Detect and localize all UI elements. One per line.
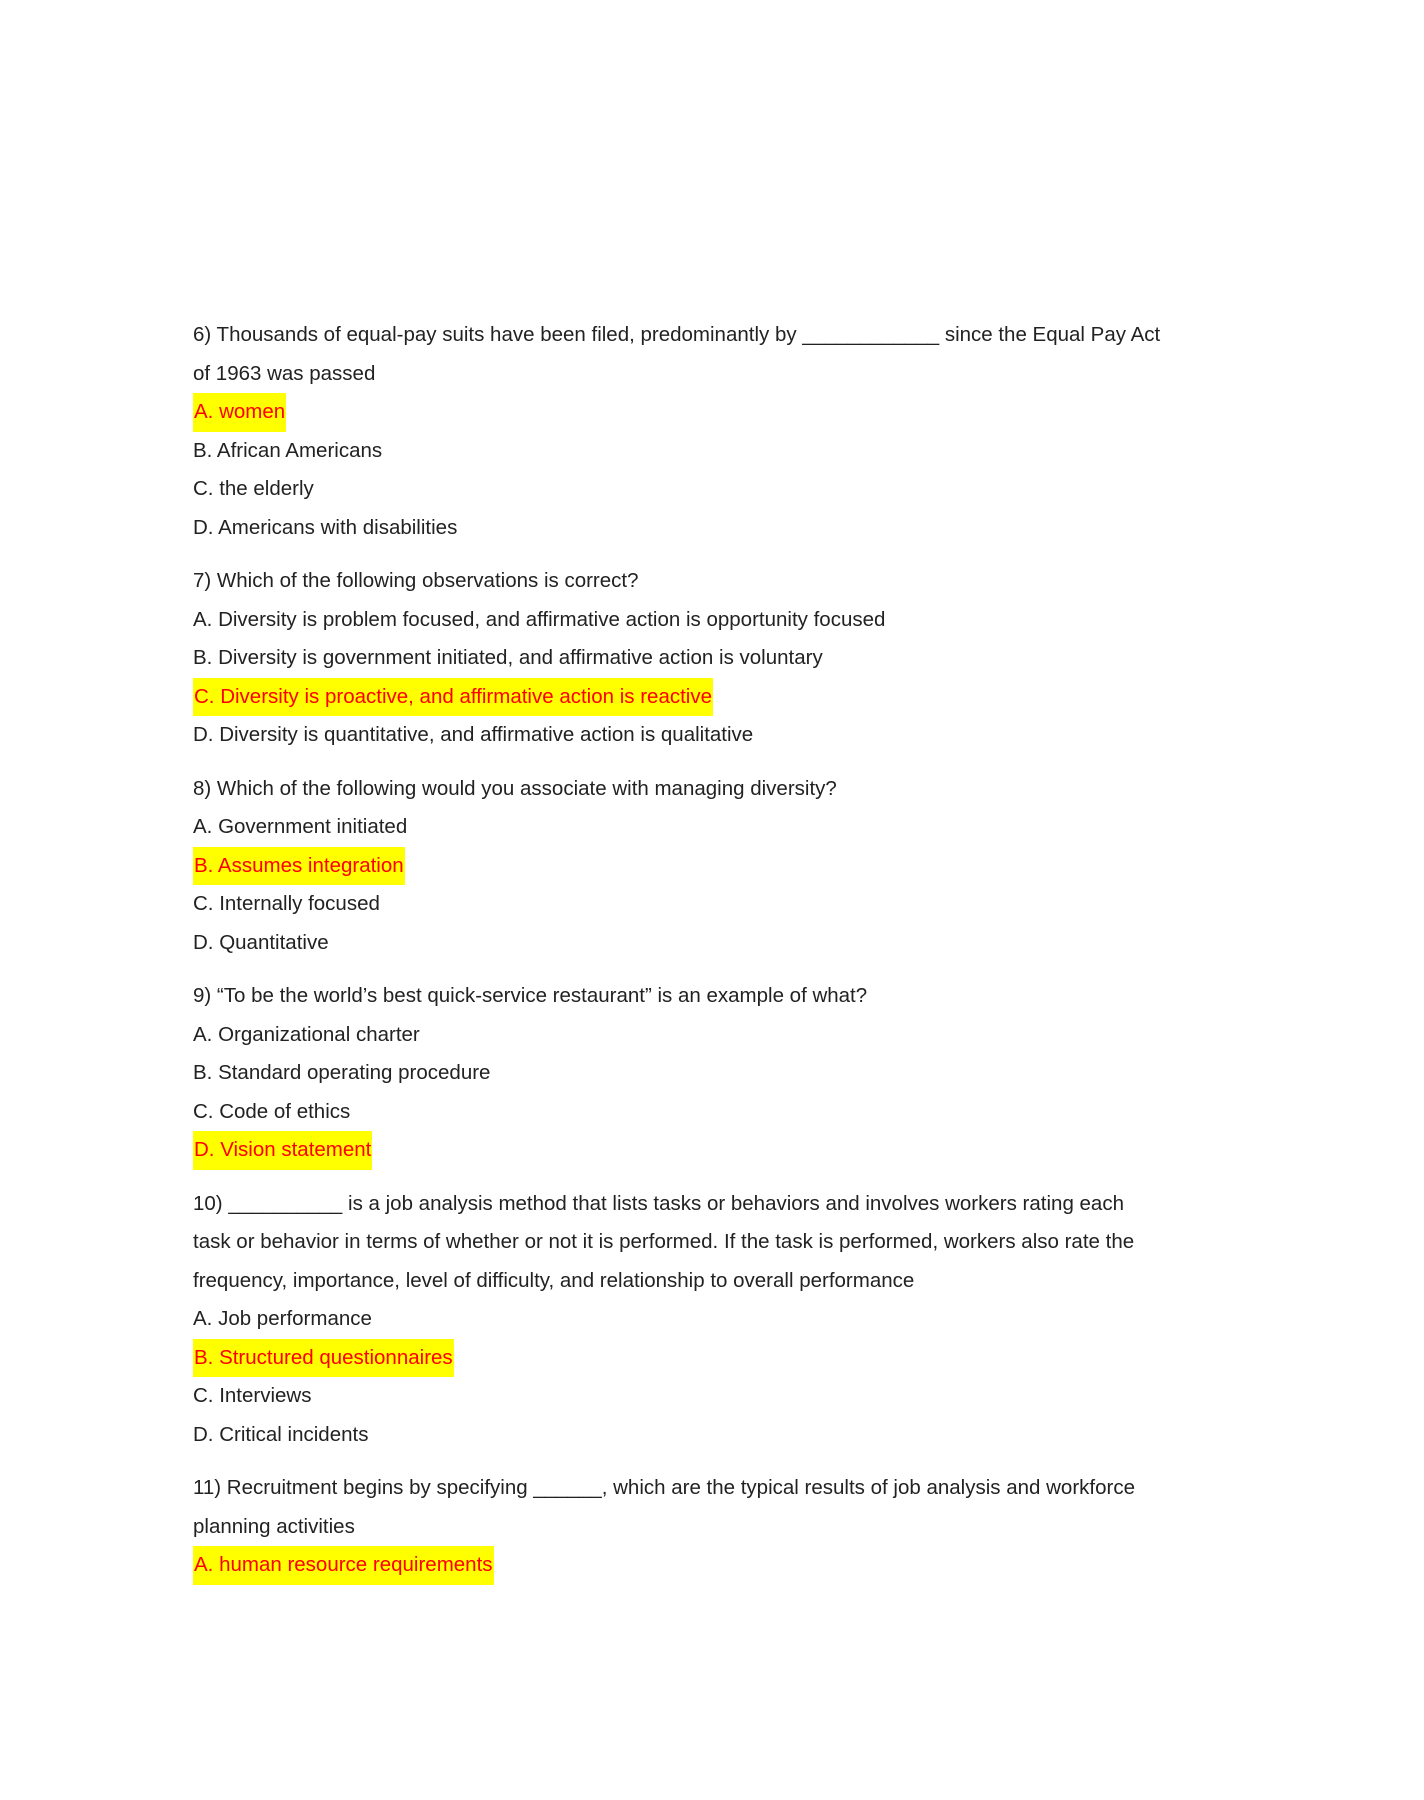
question-stem-line: planning activities: [193, 1514, 355, 1538]
answer-option: [193, 1416, 1153, 1455]
answer-option-correct: [193, 1546, 1153, 1585]
answer-option: [193, 924, 1153, 963]
answer-option-correct: [193, 1131, 1153, 1170]
answer-option-text: B. Assumes integration: [193, 847, 405, 886]
question-block: [193, 1185, 1153, 1455]
answer-option: [193, 808, 1153, 847]
question-stem-line: 11) Recruitment begins by specifying ______, which are the typical results of job analysis and workforce: [193, 1476, 1135, 1499]
answer-option: [193, 1054, 1153, 1093]
answer-option-text: B. Standard operating procedure: [193, 1061, 491, 1084]
answer-option: [193, 432, 1153, 471]
answer-option-text: C. Code of ethics: [193, 1099, 351, 1123]
question-list: [193, 316, 1161, 1600]
answer-option-text: C. Diversity is proactive, and affirmative action is reactive: [193, 678, 713, 717]
answer-option-text: B. Diversity is government initiated, and affirmative action is voluntary: [193, 646, 823, 669]
answer-option-text: A. Government initiated: [193, 815, 408, 838]
answer-option: [193, 1300, 1153, 1339]
answer-option: [193, 1093, 1153, 1132]
question-stem-line: task or behavior in terms of whether or not it is performed. If the task is performed, workers also rate the: [193, 1230, 1135, 1253]
answer-option: [193, 1377, 1153, 1416]
question-stem-line: 8) Which of the following would you associate with managing diversity?: [193, 776, 837, 800]
question-block: [193, 316, 1161, 547]
answer-option: [193, 509, 1153, 548]
answer-option-correct: [193, 678, 1153, 717]
answer-option-text: D. Americans with disabilities: [193, 515, 458, 539]
question-stem-line: of 1963 was passed: [193, 361, 376, 385]
question-block: [193, 1469, 1153, 1585]
answer-option-text: D. Diversity is quantitative, and affirmative action is qualitative: [193, 723, 754, 746]
answer-option-correct: [193, 393, 1153, 432]
question-stem-line: 10) __________ is a job analysis method that lists tasks or behaviors and involves workers rating each: [193, 1191, 1124, 1215]
question-stem-line: frequency, importance, level of difficulty, and relationship to overall performance: [193, 1268, 915, 1292]
answer-option-text: D. Critical incidents: [193, 1422, 369, 1446]
question-stem-line: 7) Which of the following observations is correct?: [193, 569, 639, 592]
answer-option-text: A. Diversity is problem focused, and affirmative action is opportunity focused: [193, 607, 886, 631]
answer-option: [193, 716, 1153, 755]
answer-option-text: B. African Americans: [193, 438, 383, 462]
question-block: [193, 770, 1153, 963]
question-block: [193, 562, 1153, 755]
answer-option: [193, 601, 1153, 640]
answer-option: [193, 885, 1153, 924]
answer-option-text: D. Quantitative: [193, 930, 329, 954]
question-stem-line: 9) “To be the world’s best quick-service restaurant” is an example of what?: [193, 984, 868, 1007]
answer-option-text: A. Organizational charter: [193, 1022, 420, 1046]
answer-option-text: A. women: [193, 393, 286, 432]
answer-option-text: A. human resource requirements: [193, 1546, 494, 1585]
answer-option-text: C. Internally focused: [193, 892, 380, 915]
answer-option-text: D. Vision statement: [193, 1131, 372, 1170]
answer-option-text: C. the elderly: [193, 477, 314, 500]
answer-option-correct: [193, 847, 1153, 886]
answer-option-text: C. Interviews: [193, 1384, 312, 1407]
answer-option-text: B. Structured questionnaires: [193, 1339, 454, 1378]
answer-option: [193, 639, 1153, 678]
answer-option-correct: [193, 1339, 1153, 1378]
answer-option-text: A. Job performance: [193, 1307, 372, 1330]
question-stem-line: 6) Thousands of equal-pay suits have been filed, predominantly by ____________ since the Equal Pay Act: [193, 323, 1161, 346]
answer-option: [193, 1016, 1153, 1055]
question-block: [193, 977, 1153, 1170]
answer-option: [193, 470, 1153, 509]
